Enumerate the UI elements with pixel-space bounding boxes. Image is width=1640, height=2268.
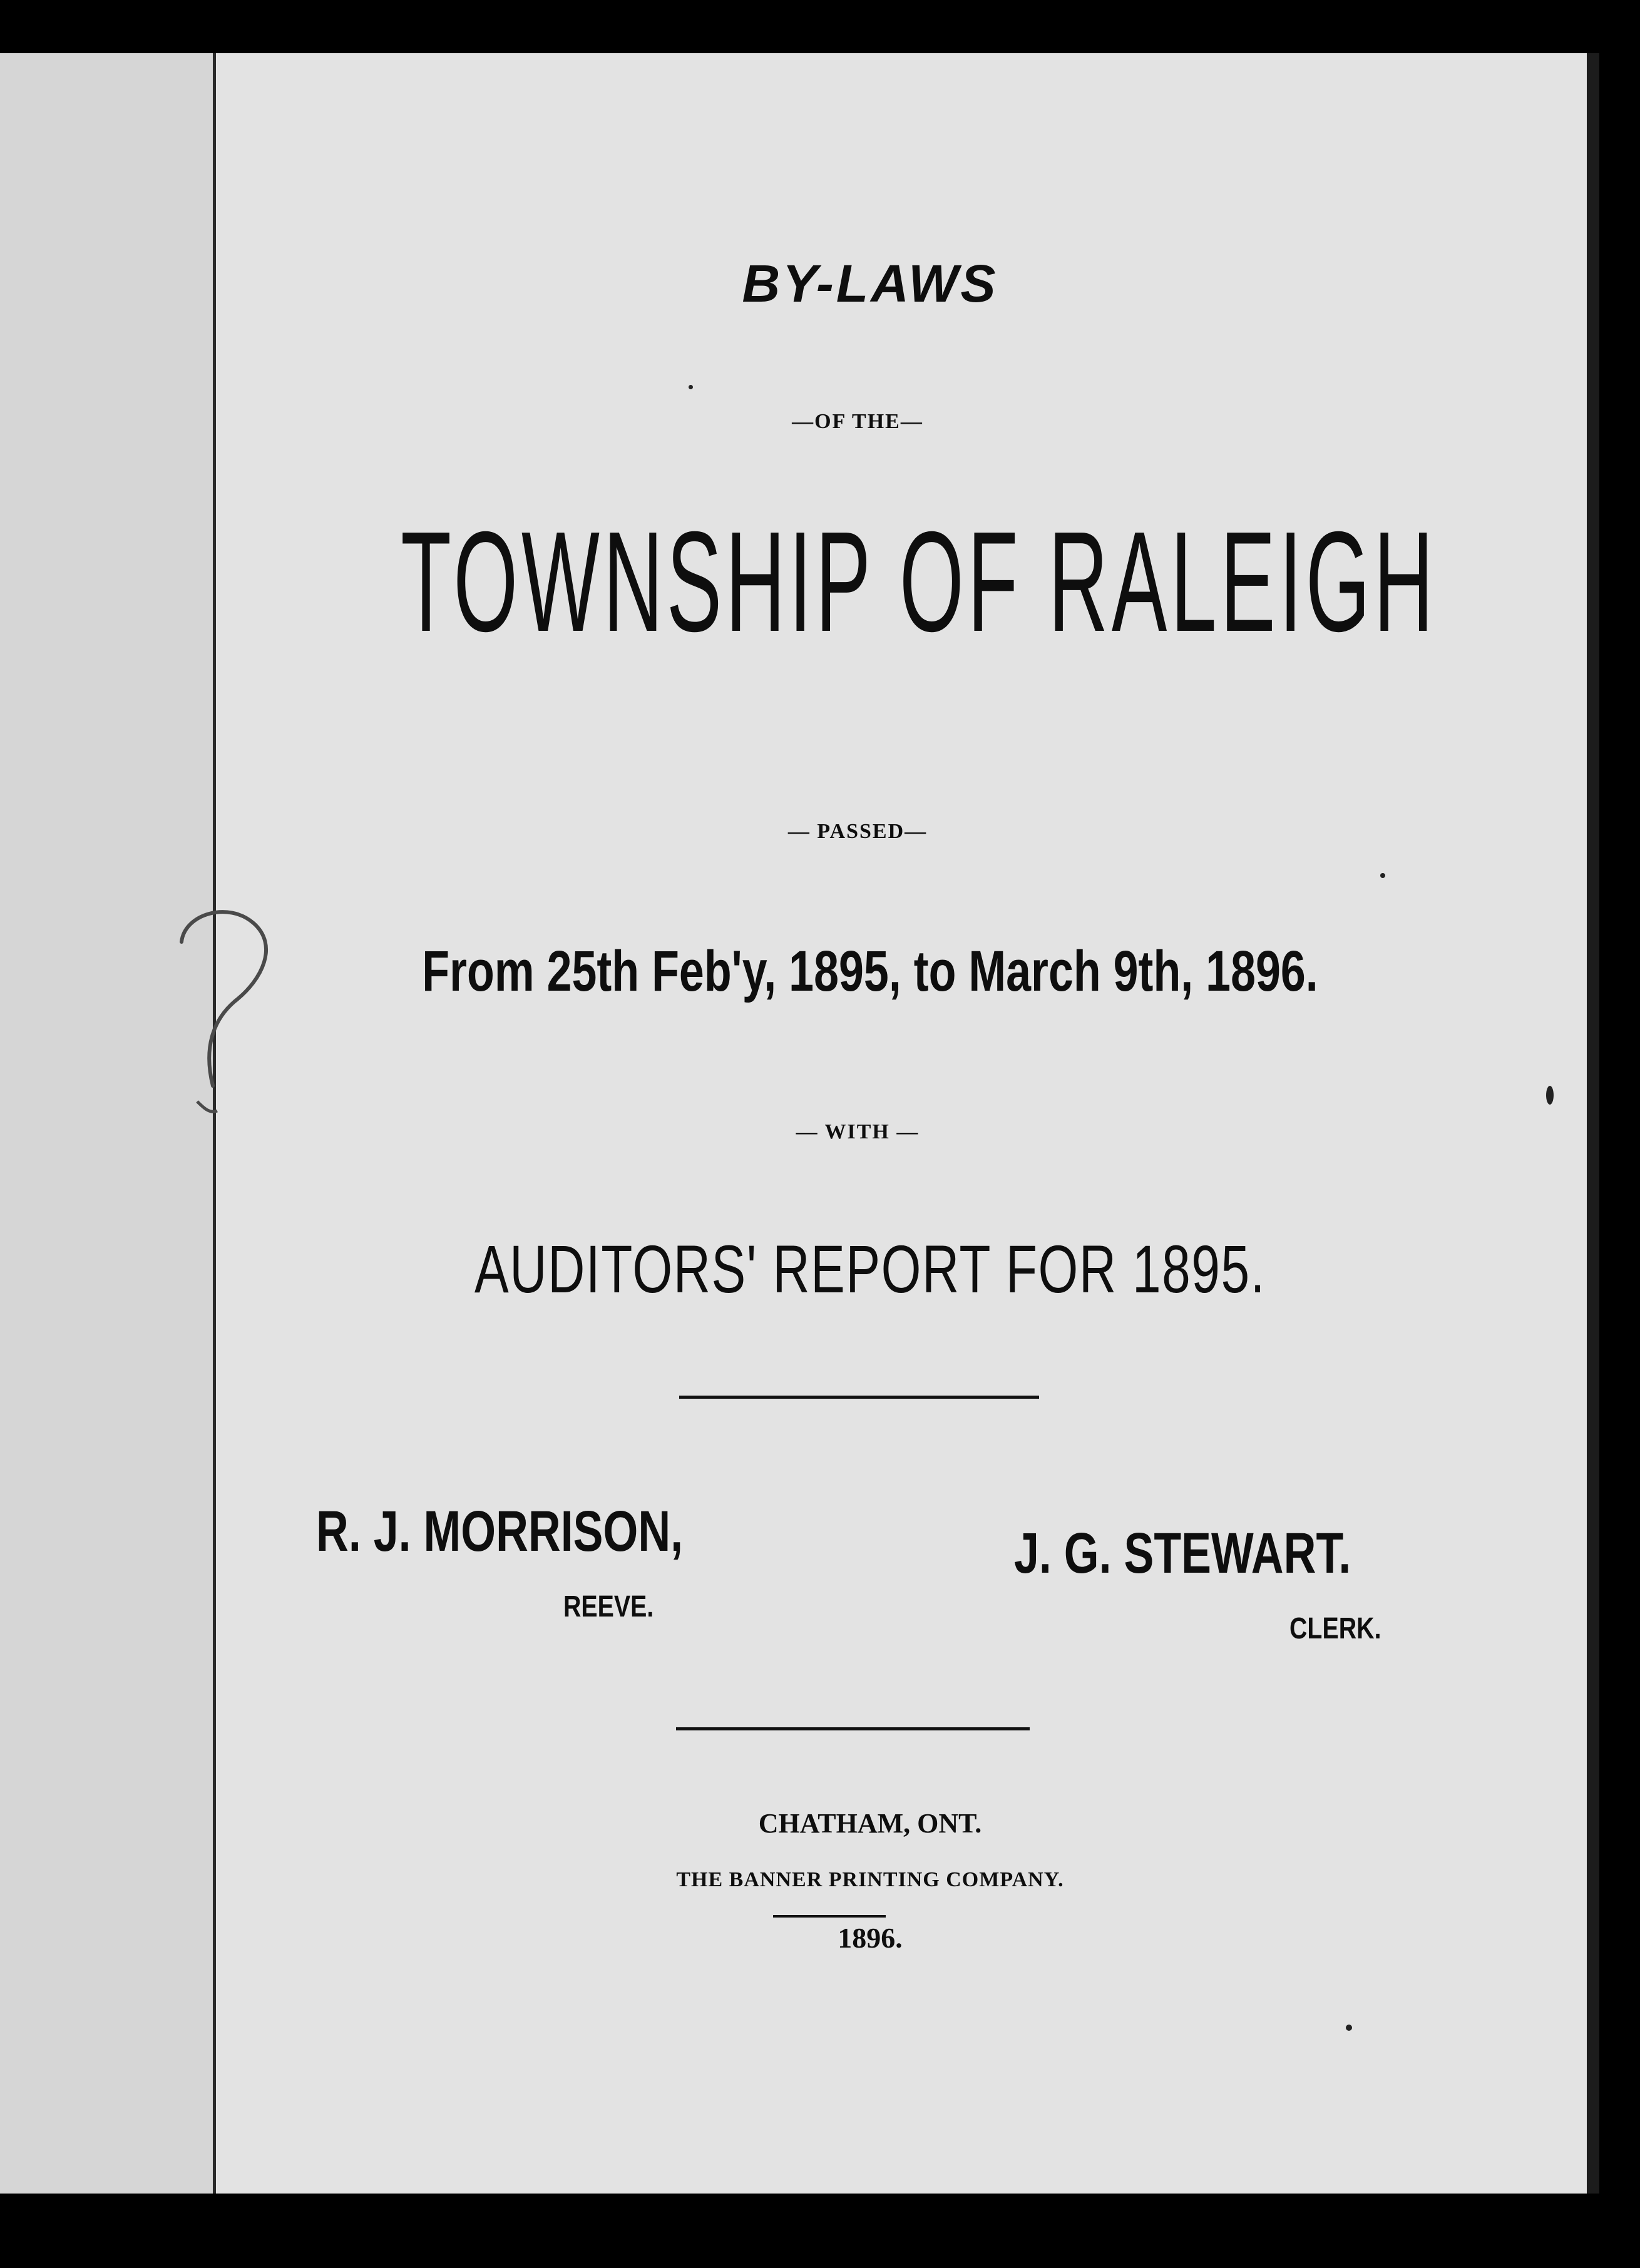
reeve-title: REEVE. [563,1590,654,1623]
handwritten-question-mark [160,898,297,1136]
passed-connector: — PASSED— [787,820,928,843]
of-the-connector: —OF THE— [792,410,923,433]
with-connector: — WITH — [796,1120,920,1143]
ink-speck [689,385,693,389]
imprint-place: CHATHAM, ONT. [758,1808,982,1839]
clerk-name: J. G. STEWART. [1014,1521,1351,1585]
divider-rule [679,1396,1039,1399]
ink-speck [1546,1086,1554,1105]
clerk-title: CLERK. [1289,1612,1381,1645]
bylaws-heading: BY-LAWS [742,254,998,313]
divider-rule [676,1727,1030,1730]
imprint-year: 1896. [838,1922,903,1954]
ink-speck [1380,873,1385,878]
township-title: TOWNSHIP OF RALEIGH [401,503,1437,662]
imprint-rule [773,1915,886,1918]
auditors-report-title: AUDITORS' REPORT FOR 1895. [474,1231,1266,1307]
date-range: From 25th Feb'y, 1895, to March 9th, 1896. [422,939,1318,1003]
ink-speck [1346,2025,1352,2031]
reeve-name: R. J. MORRISON, [316,1499,684,1563]
imprint-printer: THE BANNER PRINTING COMPANY. [676,1868,1064,1891]
